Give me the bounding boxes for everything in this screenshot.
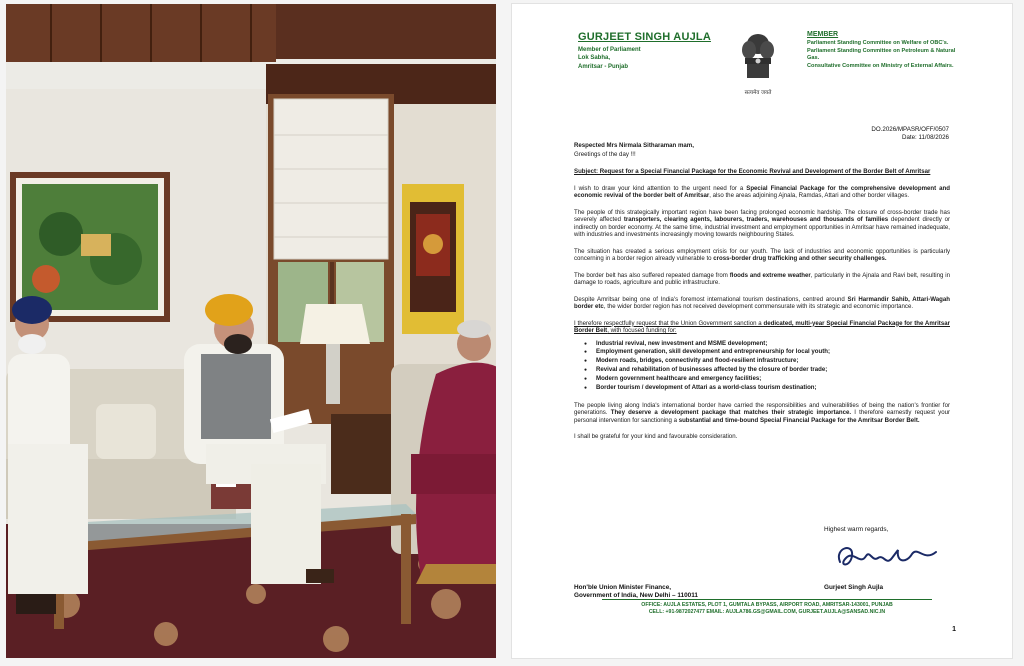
- designation-line: Member of Parliament: [578, 47, 641, 53]
- letter-footer: [602, 599, 932, 617]
- emblem-motto: सत्यमेव जयते: [744, 90, 772, 96]
- page-number: 1: [952, 626, 956, 633]
- greeting: Greetings of the day !!!: [574, 150, 636, 158]
- paragraph-1: [574, 185, 950, 200]
- national-emblem: [735, 30, 781, 96]
- closing-regards: Highest warm regards,: [824, 526, 889, 533]
- text-run: Despite Amritsar being one of India's foremost international tourism destinations, centred around: [574, 295, 848, 303]
- text-run: dependent directly or indirectly on border economy. At the same time, industrial investment and employment opportunities in Amritsar have remained inadequate, with industries and investments increasingly moving towards neighbouring States.: [574, 216, 950, 238]
- committee-list: [807, 40, 957, 70]
- paragraph-7: [574, 402, 950, 425]
- designation-line: Lok Sabha,: [578, 55, 611, 62]
- committee-item: Parliament Standing Committee on Welfare of OBC's.: [807, 40, 949, 46]
- paragraph-3: [574, 248, 950, 263]
- text-run: The situation has created a serious employment crisis for our youth. The lack of industries and economic opportunities is particularly concerning in a border region already vulnerable to: [574, 247, 950, 262]
- text-run: I therefore respectfully request that the Union Government sanction a: [574, 319, 764, 327]
- funding-list: [574, 340, 950, 393]
- paragraph-6: [574, 320, 950, 335]
- list-item: ● Border tourism / development of Attari as a world-class tourism destination;: [596, 384, 950, 393]
- letter-document: [512, 4, 1012, 658]
- letterhead-name: GURJEET SINGH AUJLA: [578, 31, 711, 43]
- committee-item: Consultative Committee on Ministry of External Affairs.: [807, 62, 954, 69]
- list-item: ● Modern roads, bridges, connectivity and flood-resilient infrastructure;: [596, 357, 950, 366]
- list-item: ● Revival and rehabilitation of businesses affected by the closure of border trade;: [596, 366, 950, 375]
- paragraph-8: I shall be grateful for your kind and favourable consideration.: [574, 433, 738, 441]
- text-run: , also the areas adjoining Ajnala, Ramdas, Attari and other border villages.: [709, 192, 910, 199]
- signature-graphic: [832, 536, 942, 581]
- designation-line: Amritsar - Punjab: [578, 63, 629, 70]
- text-run: The border belt has also suffered repeated damage from: [574, 271, 730, 279]
- text-run: I wish to draw your kind attention to the urgent need for a: [574, 184, 747, 192]
- meeting-photo: [6, 4, 496, 658]
- text-run-bold: transporters, clearing agents, labourers, traders, warehouses and thousands of families: [623, 216, 889, 223]
- text-run: I therefore earnestly request your personal intervention for sanctioning a: [574, 409, 950, 424]
- text-run-bold: floods and extreme weather: [729, 271, 811, 279]
- salutation: Respected Mrs Nirmala Sitharaman mam,: [574, 142, 694, 149]
- reference-block: [871, 126, 949, 142]
- committee-item: Parliament Standing Committee on Petroleum & Natural Gas.: [807, 47, 956, 62]
- text-run: The people living along India's international border have carried the responsibilities and vulnerabilities of being the nation's frontier for generations.: [574, 401, 950, 417]
- text-run: The people of this strategically important region have been facing prolonged economic hardship. The closure of cross-border trade has severely affected: [574, 208, 950, 223]
- text-run-bold: substantial and time-bound Special Financial Package for the Amritsar Border Belt.: [678, 416, 920, 424]
- list-item: ● Industrial revival, new investment and MSME development;: [596, 340, 950, 349]
- letterhead-left: [578, 31, 728, 71]
- list-item: ● Modern government healthcare and emergency facilities;: [596, 375, 950, 384]
- list-item: ● Employment generation, skill development and entrepreneurship for local youth;: [596, 348, 950, 357]
- text-run-bold: Special Financial Package for the comprehensive development and economic revival of the border belt of Amritsar: [574, 184, 950, 199]
- signatory-name: Gurjeet Singh Aujla: [824, 584, 884, 591]
- subject-line: Subject: Request for a Special Financial Package for the Economic Revival and Development of the Border Belt of Amritsar: [574, 168, 931, 175]
- letter-body: [574, 142, 950, 441]
- letterhead-designation: [578, 46, 728, 71]
- letter-date: Date: 11/08/2026: [901, 134, 949, 141]
- lion-capital-icon: [738, 30, 778, 82]
- paragraph-2: [574, 209, 950, 239]
- text-run: , the wider border region has not received development commensurate with its strategic and economic importance.: [603, 303, 914, 310]
- text-run-bold: Sri Harmandir Sahib, Attari-Wagah border etc: [574, 295, 950, 310]
- letterhead-right: [807, 31, 957, 70]
- reference-number: DO.2026/MPASR/OFF/0507: [871, 126, 949, 133]
- member-title: MEMBER: [807, 31, 839, 38]
- addressee-line: Hon'ble Union Minister Finance,: [574, 584, 672, 591]
- paragraph-5: [574, 296, 950, 311]
- text-run: , with focused funding for:: [607, 327, 677, 334]
- footer-address: OFFICE: AUJLA ESTATES, PLOT 1, GUMTALA BYPASS, AIRPORT ROAD, AMRITSAR-143001, PUNJAB: [641, 602, 893, 608]
- paragraph-4: [574, 272, 950, 287]
- text-run-bold: dedicated, multi-year Special Financial Package for the Amritsar Border Belt: [574, 319, 950, 334]
- text-run-bold: They deserve a development package that matches their strategic importance.: [610, 409, 852, 417]
- text-run-bold: cross-border drug trafficking and other security challenges.: [713, 255, 887, 262]
- text-run: , particularly in the Ajnala and Ravi belt, resulting in damage to roads, agriculture and public infrastructure.: [574, 271, 950, 286]
- addressee-line: Government of India, New Delhi – 110011: [574, 592, 698, 599]
- footer-contact: CELL: +91-9872027477 EMAIL: AUJLA786.GS@GMAIL.COM, GURJEET.AUJLA@SANSAD.NIC.IN: [648, 609, 886, 616]
- addressee-block: [574, 584, 698, 600]
